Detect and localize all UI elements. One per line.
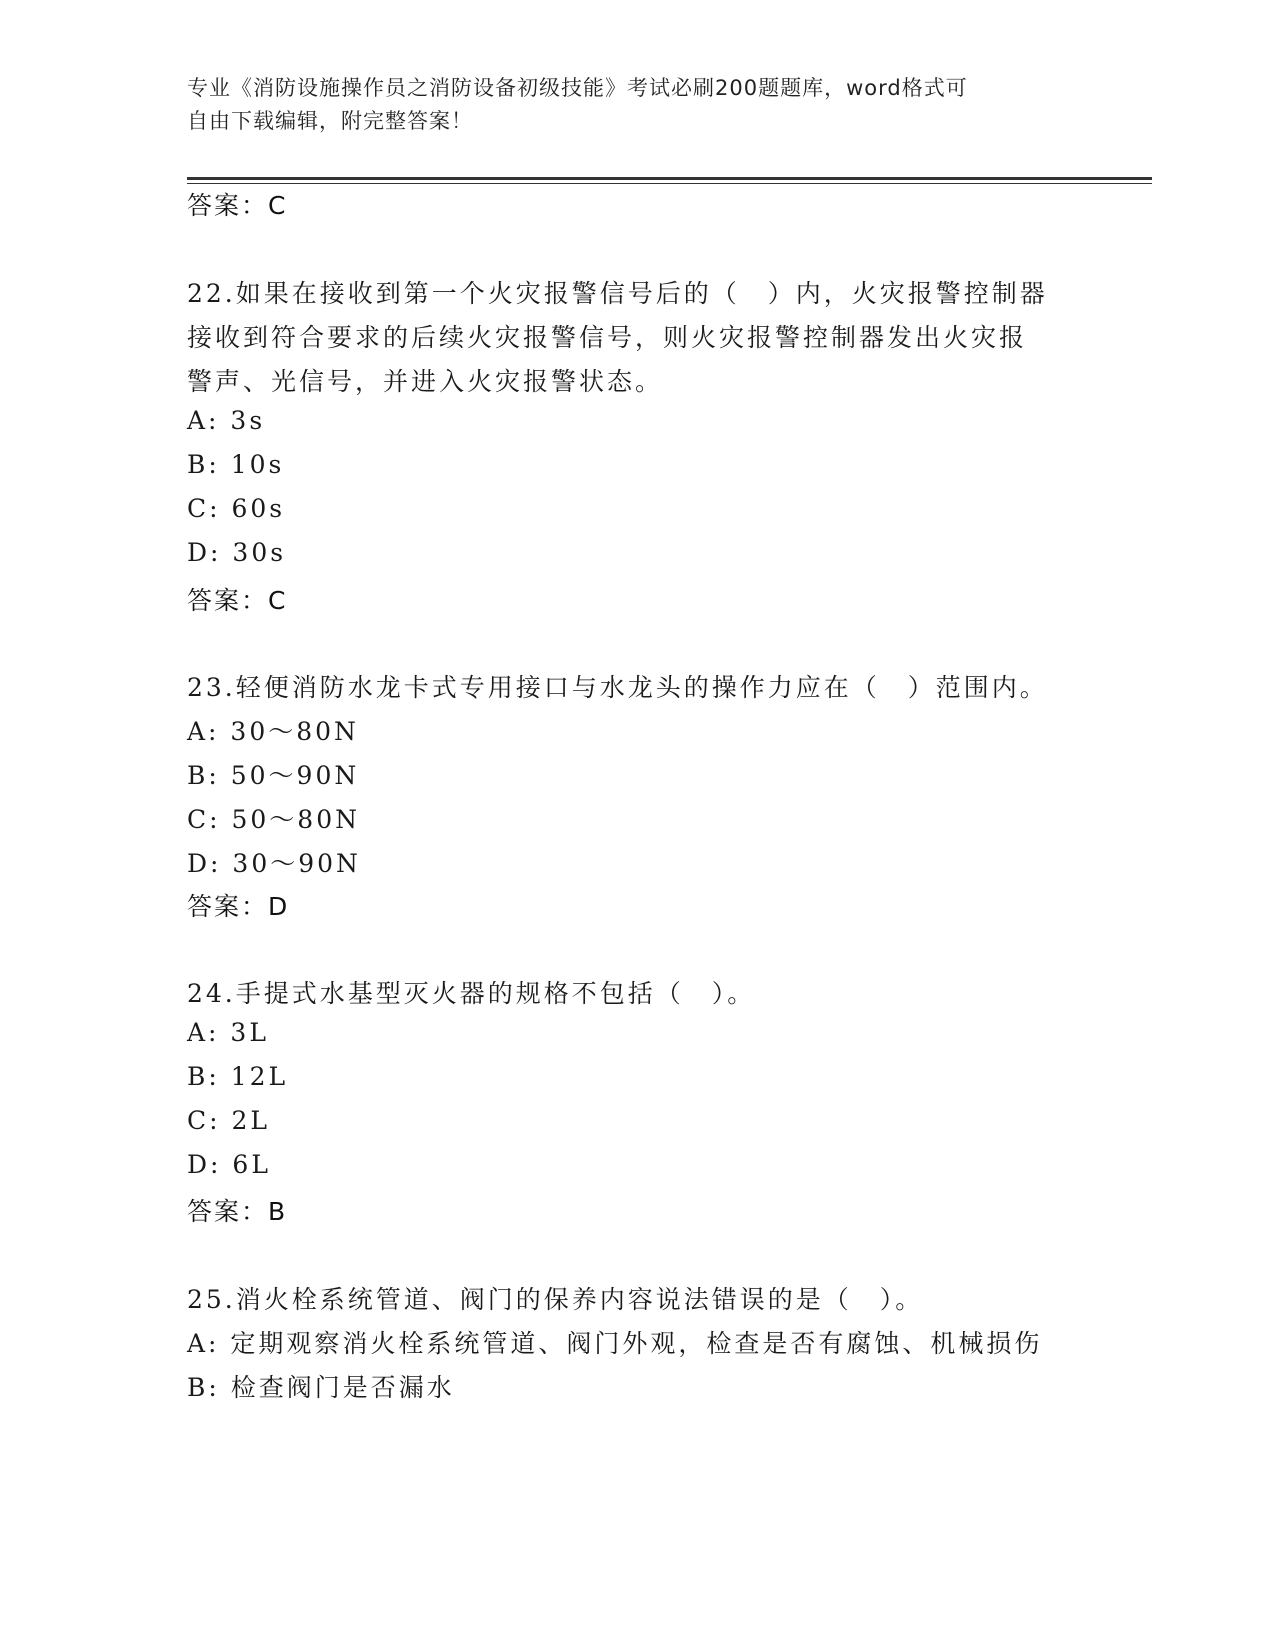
question-24-line-1: 24.手提式水基型灭火器的规格不包括（ ）。 [187, 979, 756, 1008]
question-25-option-a: A: 定期观察消火栓系统管道、阀门外观，检查是否有腐蚀、机械损伤 [187, 1329, 1043, 1358]
question-24-option-a: A: 3L [187, 1018, 269, 1047]
header-rule-thick [187, 177, 1152, 180]
question-22-option-d: D: 30s [187, 538, 287, 567]
question-22-line-2: 接收到符合要求的后续火灾报警信号，则火灾报警控制器发出火灾报 [187, 323, 1028, 352]
question-25-line-1: 25.消火栓系统管道、阀门的保养内容说法错误的是（ ）。 [187, 1285, 924, 1314]
header-line-2: 自由下载编辑，附完整答案！ [187, 109, 473, 133]
question-22-option-b: B: 10s [187, 450, 285, 479]
header-line-1: 专业《消防设施操作员之消防设备初级技能》考试必刷200题题库，word格式可 [187, 76, 968, 100]
answer-21: 答案：C [187, 191, 288, 220]
answer-23: 答案：D [187, 892, 290, 921]
question-25-option-b: B: 检查阀门是否漏水 [187, 1373, 455, 1402]
question-24-option-c: C: 2L [187, 1106, 271, 1135]
question-22-option-c: C: 60s [187, 494, 286, 523]
question-24-option-d: D: 6L [187, 1150, 271, 1179]
question-22-option-a: A: 3s [187, 406, 266, 435]
header-rule-thin [187, 183, 1152, 184]
question-22-line-3: 警声、光信号，并进入火灾报警状态。 [187, 367, 664, 396]
question-23-option-a: A: 30～80N [187, 717, 359, 746]
document-header [187, 72, 1067, 138]
question-24-option-b: B: 12L [187, 1062, 289, 1091]
question-23-option-b: B: 50～90N [187, 761, 360, 790]
question-23-option-c: C: 50～80N [187, 805, 360, 834]
question-23-option-d: D: 30～90N [187, 849, 361, 878]
question-23-line-1: 23.轻便消防水龙卡式专用接口与水龙头的操作力应在（ ）范围内。 [187, 673, 1048, 702]
question-22-line-1: 22.如果在接收到第一个火灾报警信号后的（ ）内，火灾报警控制器 [187, 279, 1048, 308]
answer-22: 答案：C [187, 586, 288, 615]
answer-24: 答案：B [187, 1197, 288, 1226]
